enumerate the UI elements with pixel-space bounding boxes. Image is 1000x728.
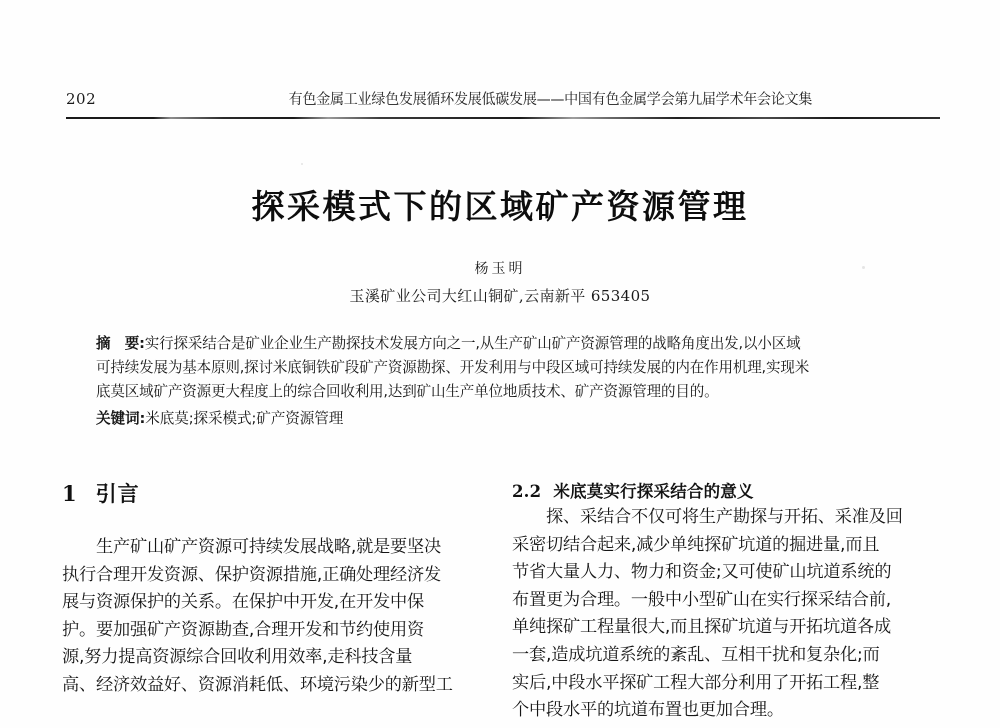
- column-right: [512, 478, 930, 725]
- keywords-line: [96, 407, 908, 431]
- abstract-line-3: 底莫区域矿产资源更大程度上的综合回收利用,达到矿山生产单位地质技术、矿产资源管理的目的。: [96, 383, 719, 401]
- body-line: 执行合理开发资源、保护资源措施,正确处理经济发: [62, 564, 441, 585]
- abstract-block: [96, 332, 908, 431]
- body-line: 高、经济效益好、资源消耗低、环境污染少的新型工: [62, 674, 453, 695]
- author-affiliation: 玉溪矿业公司大红山铜矿,云南新平 653405: [349, 287, 651, 305]
- abstract-label: 摘 要:: [96, 335, 145, 352]
- keywords-value: 米底莫;探采模式;矿产资源管理: [145, 409, 344, 427]
- section-heading-significance: [512, 478, 930, 502]
- section-title: 米底莫实行探采结合的意义: [553, 482, 754, 501]
- section-title: 引言: [95, 482, 140, 506]
- scan-artifact-speck: [301, 163, 303, 165]
- author-name: 杨玉明: [474, 261, 526, 277]
- page-title: 探采模式下的区域矿产资源管理: [251, 187, 749, 226]
- abstract-line-2: 可持续发展为基本原则,探讨米底铜铁矿段矿产资源勘探、开发利用与中段区域可持续发展的内在作用机理,实现米: [96, 359, 810, 377]
- running-header: [66, 88, 940, 112]
- running-header-title: 有色金属工业绿色发展循环发展低碳发展——中国有色金属学会第九届学术年会论文集: [288, 92, 813, 108]
- body-line: 探、采结合不仅可将生产勘探与开拓、采准及回: [546, 507, 903, 527]
- body-line: 采密切结合起来,减少单纯探矿坑道的掘进量,而且: [512, 534, 880, 555]
- body-line: 源,努力提高资源综合回收利用效率,走科技含量: [62, 647, 413, 668]
- body-line: 单纯探矿工程量很大,而且探矿坑道与开拓坑道各成: [512, 617, 891, 638]
- abstract-text-1: 实行探采结合是矿业企业生产勘探技术发展方向之一,从生产矿山矿产资源管理的战略角度出发,以小区域: [144, 335, 801, 352]
- section-number: 2.2: [512, 482, 542, 501]
- header-divider-rule: [66, 117, 940, 119]
- page-number: 202: [66, 90, 97, 108]
- body-line: 生产矿山矿产资源可持续发展战略,就是要坚决: [96, 537, 442, 557]
- abstract-line-1: [96, 332, 904, 356]
- keywords-label: 关键词:: [96, 409, 146, 427]
- body-line: 实后,中段水平探矿工程大部分利用了开拓工程,整: [512, 672, 880, 693]
- scan-artifact-speck: [862, 266, 865, 269]
- body-line: 个中段水平的坑道布置也更加合理。: [512, 700, 784, 721]
- body-line: 布置更为合理。一般中小型矿山在实行探采结合前,: [512, 589, 891, 610]
- body-line: 展与资源保护的关系。在保护中开发,在开发中保: [62, 592, 425, 613]
- section-number: 1: [62, 481, 78, 506]
- column-left: [62, 478, 480, 700]
- section-heading-introduction: [62, 478, 480, 508]
- body-line: 节省大量人力、物力和资金;又可使矿山坑道系统的: [512, 562, 892, 583]
- body-line: 护。要加强矿产资源勘查,合理开发和节约使用资: [62, 619, 425, 640]
- body-line: 一套,造成坑道系统的紊乱、互相干扰和复杂化;而: [512, 644, 880, 665]
